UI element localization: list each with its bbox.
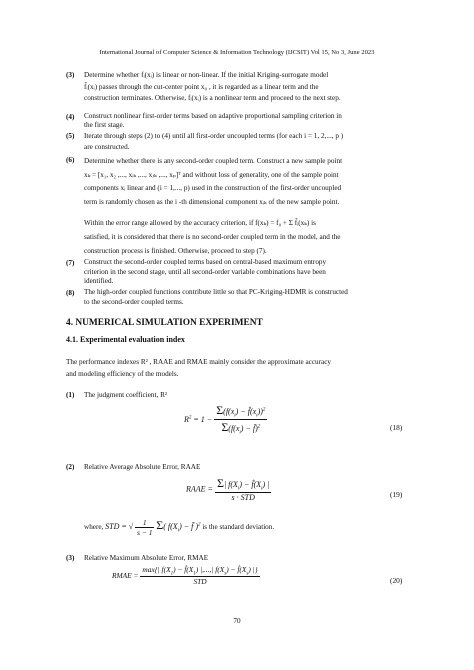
metric-1-label: The judgment coefficient, R² bbox=[84, 391, 168, 399]
step-4-text bbox=[84, 112, 416, 130]
step-3-line-2: f̂ᵢ(xᵢ) passes through the cut-center point x₀ , it is regarded as a linear term and the bbox=[84, 82, 319, 91]
equation-20: RMAE = $\frac{\max\{| f(X_1) - f̂(X_1) |,...,| f(X_s) - f̂(X_s) |\}}{\text{STD}}$ bbox=[112, 565, 258, 587]
step-8-text bbox=[84, 288, 416, 307]
step-4-line-1: Construct nonlinear first-order terms based on adaptive proportional sampling criterion in bbox=[84, 112, 342, 120]
step-6-text bbox=[84, 155, 416, 209]
std-fraction: $\frac{1}{s - 1}$ bbox=[136, 518, 153, 537]
metric-3-label: Relative Maximum Absolute Error, RMAE bbox=[84, 554, 209, 562]
step-6-line-2: xₖ = [x₁, x₂ ,..., xᵢₖ ,..., xⱼₖ ,..., xₚ]ᵀ and without loss of generality, one of the sample point bbox=[84, 170, 339, 179]
equation-18: $R^2 = 1$ − $\frac{\Sigma(f(x_i) - f̂(x_i))^2}{\Sigma(f(x_i) - f̄)^2}$ bbox=[184, 403, 266, 436]
metric-number: (1) bbox=[66, 391, 75, 399]
section-heading: 4. NUMERICAL SIMULATION EXPERIMENT bbox=[66, 318, 263, 328]
step-7-text bbox=[84, 258, 416, 287]
step-7-line-2: criterion in the second stage, until all second-order variable combinations have been bbox=[84, 267, 326, 276]
step-6-continuation bbox=[66, 216, 416, 256]
intro-paragraph bbox=[66, 357, 416, 380]
std-where-label: where, bbox=[84, 523, 104, 532]
step-6-cont-text bbox=[84, 216, 416, 258]
step-7-line-3: identified. bbox=[84, 277, 114, 285]
step-8-line-2: to the second-order coupled terms. bbox=[84, 297, 184, 306]
step-3-text bbox=[84, 70, 416, 105]
intro-line-1: The performance indexes R² , RAAE and RMAE mainly consider the approximate accuracy bbox=[66, 358, 332, 366]
step-4-line-2: the first stage. bbox=[84, 121, 125, 129]
step-6 bbox=[66, 155, 416, 213]
std-note: is the standard deviation. bbox=[202, 523, 275, 532]
equation-number-18: (18) bbox=[390, 423, 403, 432]
step-number: (7) bbox=[66, 259, 75, 267]
equation-18-fraction: $\frac{\Sigma(f(x_i) - f̂(x_i))^2}{\Sigma(f(x_i) - f̄)^2}$ bbox=[216, 403, 266, 436]
intro-line-2: and modeling efficiency of the models. bbox=[66, 369, 179, 378]
step-3-line-1: Determine whether fᵢ(xᵢ) is linear or non-linear. If the initial Kriging-surrogate model bbox=[84, 71, 329, 79]
step-8-line-1: The high-order coupled functions contribute little so that PC-Kriging-HDMR is constructed bbox=[84, 288, 348, 296]
step-6-line-1: Determine whether there is any second-order coupled term. Construct a new sample point bbox=[84, 157, 343, 165]
equation-number-19: (19) bbox=[390, 490, 403, 499]
metric-1 bbox=[66, 390, 416, 402]
equation-19: RAAE = $\frac{\Sigma| f(X_i) - f̂(X_i) |}{\text{s · STD}}$ bbox=[186, 476, 270, 502]
step-5-line-2: are constructed. bbox=[84, 143, 130, 151]
metric-2 bbox=[66, 462, 416, 474]
equation-19-fraction: $\frac{\Sigma| f(X_i) - f̂(X_i) |}{\text{s · STD}}$ bbox=[216, 476, 270, 502]
metric-number: (3) bbox=[66, 554, 75, 562]
step-number: (3) bbox=[66, 71, 75, 79]
journal-header: International Journal of Computer Science & Information Technology (IJCSIT) Vol 15, No 3, June 2023 bbox=[99, 49, 375, 56]
step-number: (4) bbox=[66, 113, 75, 121]
step-3-line-3: construction terminates. Otherwise, fᵢ(xᵢ) is a nonlinear term and proceed to the next step. bbox=[84, 94, 341, 102]
step-5-line-1: Iterate through steps (2) to (4) until all first-order uncoupled terms (for each i = 1, 2,..., p ) bbox=[84, 132, 344, 140]
step-6-cont-line-3: construction process is finished. Otherwise, proceed to step (7). bbox=[84, 247, 267, 255]
metric-3 bbox=[66, 553, 416, 565]
step-7-line-1: Construct the second-order coupled terms based on central-based maximum entropy bbox=[84, 258, 327, 266]
page-number: 70 bbox=[233, 617, 241, 625]
step-number: (5) bbox=[66, 132, 75, 140]
step-5 bbox=[66, 131, 416, 155]
step-7 bbox=[66, 258, 416, 288]
step-number: (8) bbox=[66, 289, 75, 297]
step-6-line-4: term is randomly chosen as the i -th dimensional component xᵢₖ of the new sample point. bbox=[84, 197, 340, 206]
equation-20-fraction: $\frac{\max\{| f(X_1) - f̂(X_1) |,...,| f(X_s) - f̂(X_s) |\}}{\text{STD}}$ bbox=[142, 565, 258, 587]
step-number: (6) bbox=[66, 156, 75, 164]
std-definition: where, STD = √ $\frac{1}{s - 1}$ Σ( $f(X_i)$ − f̄ )$^2$ is the standard deviation. bbox=[84, 518, 275, 537]
step-3 bbox=[66, 70, 416, 110]
equation-number-20: (20) bbox=[390, 576, 403, 585]
step-6-cont-line-1: Within the error range allowed by the accuracy criterion, if f(xₖ) = f₀ + Σ f̂ᵢ(xₖ) is bbox=[84, 219, 316, 227]
step-5-text bbox=[84, 131, 416, 153]
step-8 bbox=[66, 288, 416, 310]
step-6-line-3: components xᵢ linear and (i = 1,..., p) used in the construction of the first-order uncoupled bbox=[84, 184, 342, 192]
subsection-heading: 4.1. Experimental evaluation index bbox=[66, 335, 185, 344]
step-6-cont-line-2: satisfied, it is considered that there is no second-order coupled term in the model, and the bbox=[84, 233, 341, 241]
metric-2-label: Relative Average Absolute Error, RAAE bbox=[84, 463, 201, 471]
metric-number: (2) bbox=[66, 463, 75, 471]
